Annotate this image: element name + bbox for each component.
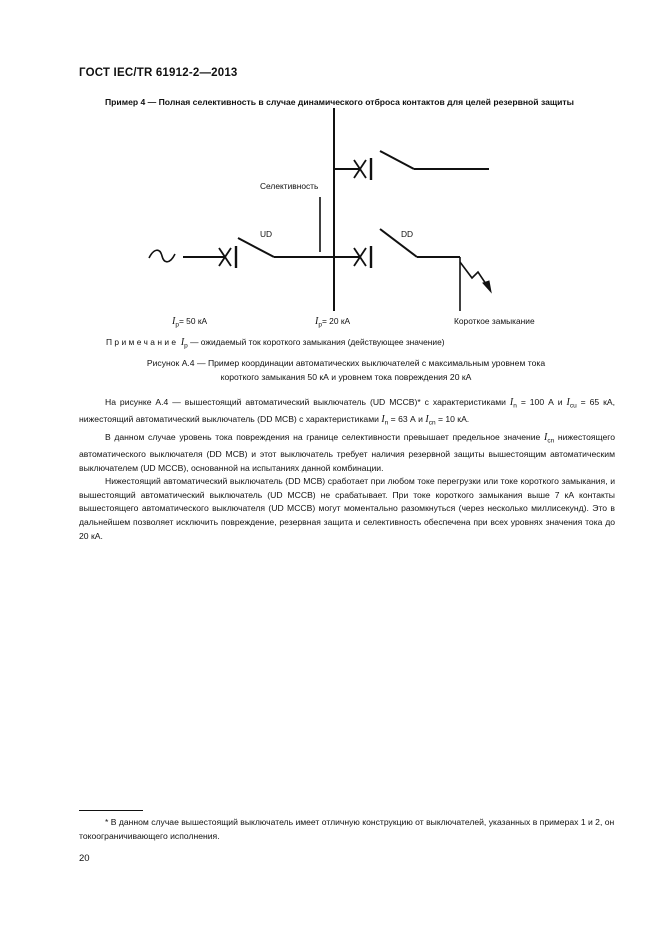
current-label-20ka: $I_p= 20$ кА bbox=[315, 316, 351, 329]
upper-switch-blade bbox=[380, 151, 414, 169]
dd-label: DD bbox=[401, 229, 414, 239]
paragraph-1: На рисунке А.4 — вышестоящий автоматический выключатель (UD MCCB)* с характеристиками $I_n = 100$ А и $I_{cu} = 65$ кА, нижестоящий автоматический выключатель (DD MCB) с характеристиками $I_n = 63$ А и $I_{cn} = 10$ кА. bbox=[79, 397, 615, 428]
page-number: 20 bbox=[79, 853, 90, 864]
example-title: Пример 4 — Полная селективность в случае динамического отброса контактов для целей резервной защиты bbox=[105, 97, 574, 107]
ud-label: UD bbox=[260, 229, 273, 239]
figure-caption: Рисунок А.4 — Пример координации автоматических выключателей с максимальным уровнем тока короткого замыкания 50 кА и уровнем тока повреждения 20 кА bbox=[146, 358, 546, 382]
selectivity-label: Селективность bbox=[260, 181, 319, 191]
footnote: * В данном случае вышестоящий выключатель имеет отличную конструкцию от выключателей, указанных в примерах 1 и 2, он токоограничивающего исполнения. bbox=[79, 817, 615, 841]
figure-note: Примечание $I_p$ — ожидаемый ток короткого замыкания (действующее значение) bbox=[106, 337, 445, 350]
paragraph-2: В данном случае уровень тока повреждения на границе селективности превышает предельное значение $I_{cn}$ нижестоящего автоматического выключателя (DD MCB) и этот выключатель требует наличия резервной защиты вышестоящим автоматическим выключателем (UD MCCB), основанной на испытаниях данной комбинации. bbox=[79, 431, 616, 473]
note-text: — ожидаемый ток короткого замыкания (действующее значение) bbox=[190, 337, 445, 347]
footnote-separator bbox=[79, 810, 143, 811]
document-header: ГОСТ IEC/TR 61912-2—2013 bbox=[79, 67, 238, 79]
ac-source-icon bbox=[149, 250, 175, 262]
note-prefix: Примечание bbox=[106, 337, 179, 347]
current-label-50ka: $I_p= 50$ кА bbox=[172, 316, 208, 329]
body-text bbox=[79, 396, 615, 543]
ud-switch-blade bbox=[238, 238, 274, 257]
short-circuit-label: Короткое замыкание bbox=[454, 316, 535, 326]
paragraph-3: Нижестоящий автоматический выключатель (DD MCB) сработает при любом токе перегрузки или токе короткого замыкания, и вышестоящий автоматический выключатель (UD MCCB) не срабатывает. При токе короткого замыкания выше 7 кА контакты вышестоящего автоматического выключателя (UD MCCB) могут моментально разомкнуться (через несколько миллисекунд). Это в дальнейшем позволяет исключить повреждение, резервная защита и селективность обеспечена при всех уровнях значения тока до 20 кА. bbox=[79, 476, 615, 541]
